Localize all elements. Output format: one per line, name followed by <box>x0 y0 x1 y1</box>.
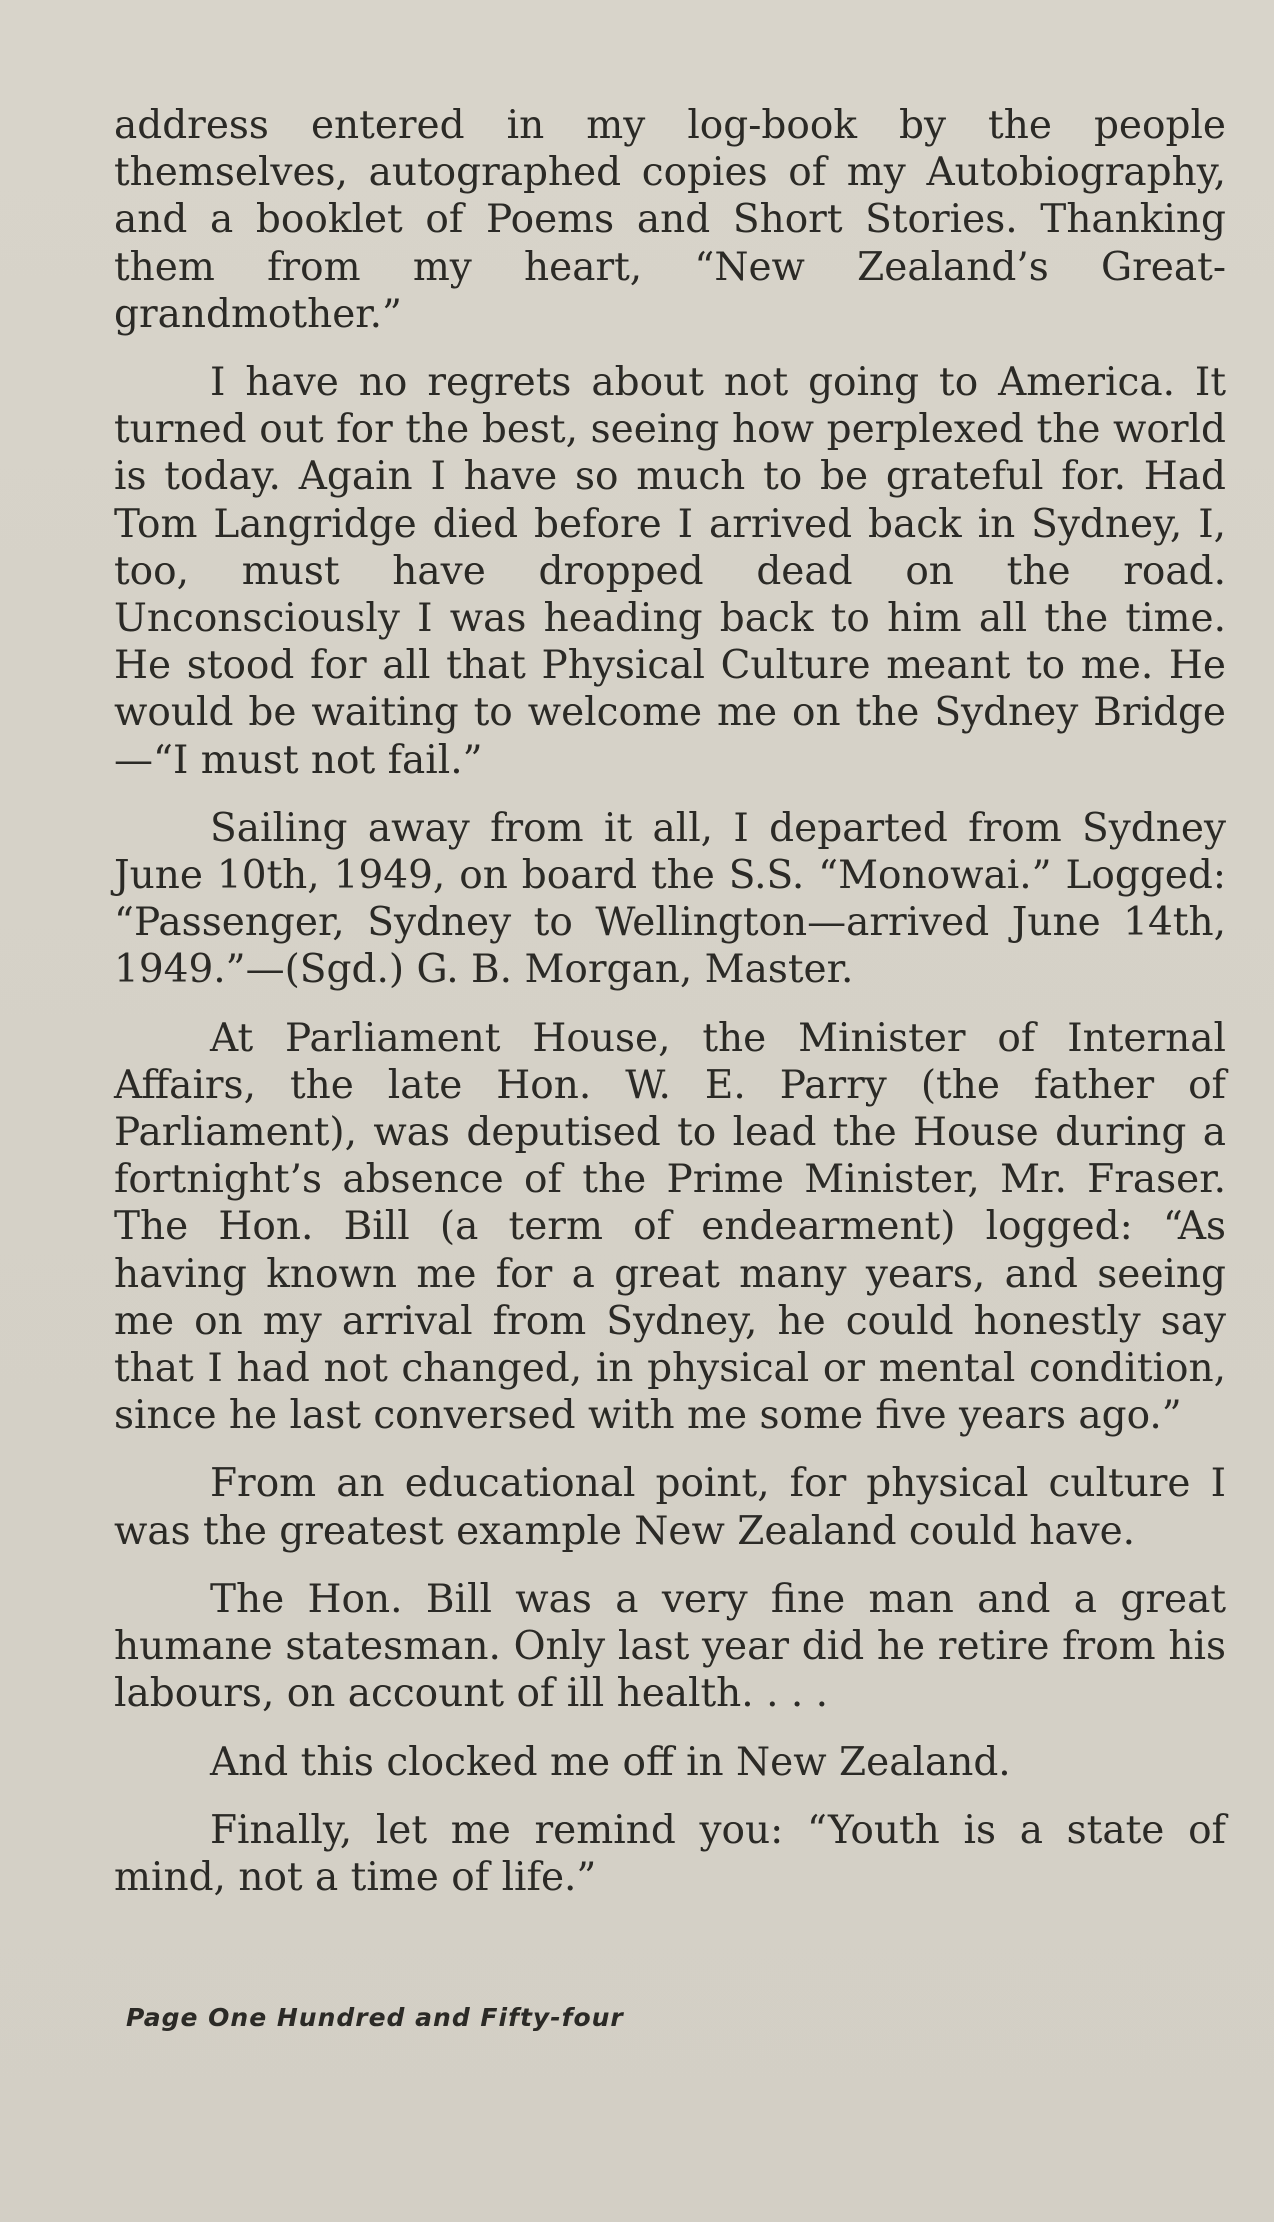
paragraph-4: At Parliament House, the Minister of Internal Affairs, the late Hon. W. E. Parry (the father of Parliament), was deputised to lead the House during a fortnight’s absence of the Prime Minister, Mr. Fraser. The Hon. Bill (a term of endearment) logged: “As having known me for a great many years, and seeing me on my arrival from Sydney, he could honestly say that I had not changed, in physical or mental condition, since he last conversed with me some five years ago.” <box>114 1015 1226 1439</box>
paragraph-3: Sailing away from it all, I departed from Sydney June 10th, 1949, on board the S.S. “Monowai.” Logged: “Passenger, Sydney to Wellington—arrived June 14th, 1949.”—(Sgd.) G. B. Morgan, Master. <box>114 805 1226 993</box>
body-text <box>114 102 1226 1922</box>
paragraph-7: And this clocked me off in New Zealand. <box>210 1739 1011 1785</box>
paragraph-6: The Hon. Bill was a very fine man and a great humane statesman. Only last year did he retire from his labours, on account of ill health. . . . <box>114 1576 1226 1717</box>
paragraph-2: I have no regrets about not going to America. It turned out for the best, seeing how perplexed the world is today. Again I have so much to be grateful for. Had Tom Langridge died before I arrived back in Sydney, I, too, must have dropped dead on the road. Unconsciously I was heading back to him all the time. He stood for all that Physical Culture meant to me. He would be waiting to welcome me on the Sydney Bridge—“I must not fail.” <box>114 360 1226 783</box>
page-footer: Page One Hundred and Fifty-four <box>126 2003 624 2032</box>
paragraph-1: address entered in my log-book by the people themselves, autographed copies of my Autobiography, and a booklet of Poems and Short Stories. Thanking them from my heart, “New Zealand’s Great-grandmother.” <box>114 103 1226 337</box>
paragraph-8: Finally, let me remind you: “Youth is a state of mind, not a time of life.” <box>114 1807 1226 1900</box>
paragraph-5: From an educational point, for physical culture I was the greatest example New Zealand could have. <box>114 1461 1226 1554</box>
